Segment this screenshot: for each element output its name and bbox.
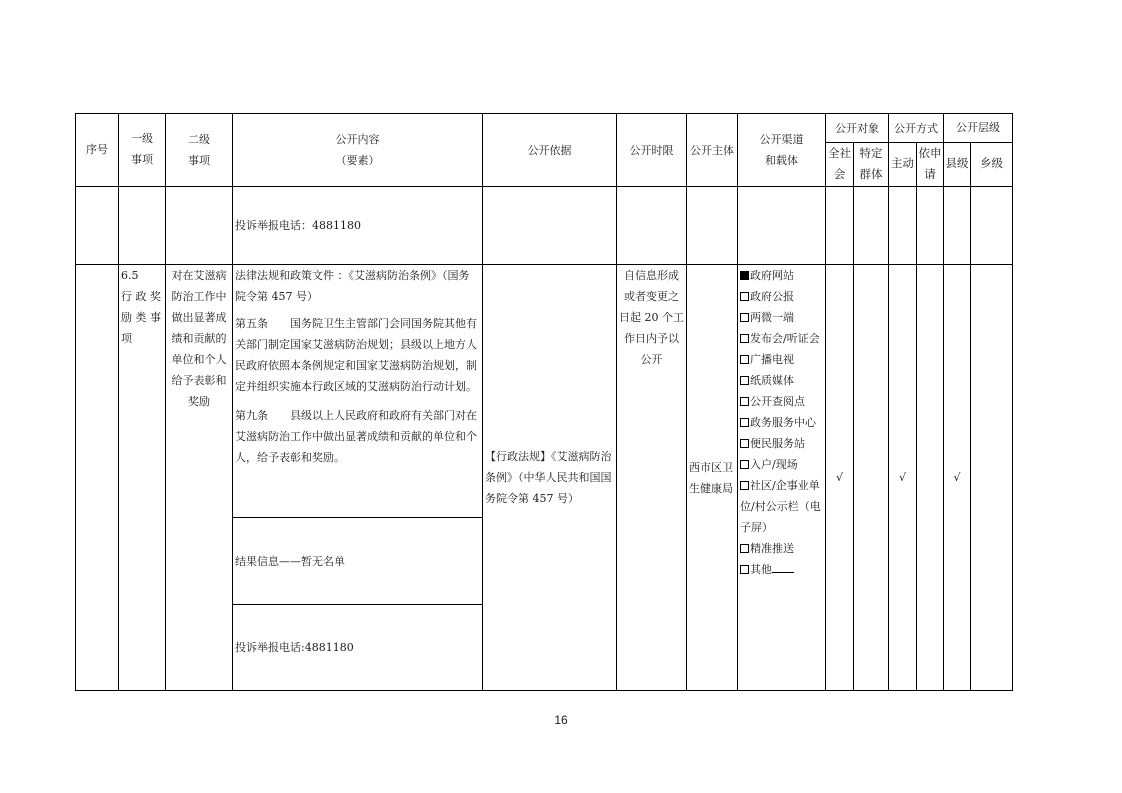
cont-method-active [889,187,917,265]
checkbox-icon [740,565,749,574]
channel-label: 发布会/听证会 [750,332,820,345]
header-method-apply: 依申请 [917,143,944,187]
header-target: 公开对象 [826,114,889,143]
channel-item [740,265,823,286]
checkbox-icon [740,313,749,322]
row-channels [738,265,826,691]
checkbox-icon [740,355,749,364]
cont-method-apply [917,187,944,265]
checkbox-icon [740,397,749,406]
channel-label: 政府公报 [750,290,794,303]
channel-item [740,412,823,433]
header-method-active: 主动 [889,143,917,187]
channel-item [740,307,823,328]
row-time-limit: 自信息形成或者变更之日起 20 个工作日内予以公开 [617,265,687,691]
header-time-limit: 公开时限 [617,114,687,187]
channel-item [740,349,823,370]
row-level2: 对在艾滋病防治工作中做出显著成绩和贡献的单位和个人给予表彰和奖励 [166,265,233,691]
checkbox-icon [740,460,749,469]
channel-label: 社区/企事业单位/村公示栏（电子屏） [740,479,821,534]
header-target-all: 全社会 [826,143,854,187]
checkbox-icon [740,439,749,448]
header-tier-county: 县级 [944,143,971,187]
page-number: 16 [554,713,568,727]
row-method-active: √ [889,265,917,691]
checkbox-icon [740,334,749,343]
row-subject: 西市区卫生健康局 [687,265,738,691]
content-para-1: 法律法规和政策文件 ：《艾滋病防治条例》（国务院令第 457 号） [235,269,470,303]
header-channel-sub: 和载体 [765,154,798,167]
row-seq: 6.5 [121,269,139,282]
header-seq: 序号 [76,114,119,187]
cont-target-all [826,187,854,265]
cont-time-limit [617,187,687,265]
cont-tier-county [944,187,971,265]
channel-label: 两微一端 [750,311,794,324]
header-tier: 公开层级 [944,114,1013,143]
header-channel-title: 公开渠道 [759,133,804,146]
row-tier-county: √ [944,265,971,691]
channel-item [740,538,823,559]
cont-tier-town [971,187,1013,265]
header-channel [738,114,826,187]
header-level1: 一级 事项 [119,114,166,187]
blank-underline [772,562,794,573]
cont-target-specific [854,187,889,265]
content-para-2: 第五条 国务院卫生主管部门会同国务院其他有关部门制定国家艾滋病防治规划；县级以上地方人民政府依照本条例规定和国家艾滋病防治规划，制定并组织实施本行政区域的艾滋病防治行动计划。 [235,317,477,393]
cont-basis [483,187,617,265]
channel-list [740,265,823,580]
row-content-law [233,265,483,518]
channel-label: 入户/现场 [750,458,798,471]
channel-item [740,328,823,349]
header-content-sub: （要素） [335,154,380,167]
cont-content: 投诉举报电话：4881180 [233,187,483,265]
row-tier-town [971,265,1013,691]
header-basis: 公开依据 [483,114,617,187]
cont-subject [687,187,738,265]
cont-level2 [166,187,233,265]
checkbox-icon [740,481,749,490]
channel-label: 政务服务中心 [750,416,816,429]
header-content-title: 公开内容 [335,133,380,146]
channel-label: 其他 [750,563,772,576]
channel-label: 政府网站 [750,269,794,282]
cont-level1 [119,187,166,265]
checkbox-icon [740,376,749,385]
checkbox-icon [740,418,749,427]
row-level1 [119,265,166,691]
channel-label: 便民服务站 [750,437,805,450]
header-tier-town: 乡级 [971,143,1013,187]
cont-seq [76,187,119,265]
checkbox-icon [740,292,749,301]
row-level1-text: 行 政 奖励 类 事 项 [121,290,161,345]
cont-channel [738,187,826,265]
disclosure-table [75,113,1013,691]
row-seq-cell [76,265,119,691]
row-content-result: 结果信息——暂无名单 [233,518,483,605]
checked-box-icon [740,271,749,280]
row-target-all: √ [826,265,854,691]
channel-item [740,433,823,454]
header-content [233,114,483,187]
channel-item [740,391,823,412]
row-method-apply [917,265,944,691]
header-subject: 公开主体 [687,114,738,187]
channel-item [740,286,823,307]
row-target-specific [854,265,889,691]
header-level2: 二级 事项 [166,114,233,187]
channel-label: 公开查阅点 [750,395,805,408]
row-basis: 【行政法规】《艾滋病防治条例》（中华人民共和国国务院令第 457 号） [483,265,617,691]
header-method: 公开方式 [889,114,944,143]
channel-label: 精准推送 [750,542,794,555]
channel-item [740,370,823,391]
channel-item [740,454,823,475]
content-para-3: 第九条 县级以上人民政府和政府有关部门对在艾滋病防治工作中做出显著成绩和贡献的单位和个人，给予表彰和奖励。 [235,409,477,464]
channel-item [740,475,823,538]
header-target-specific: 特定群体 [854,143,889,187]
channel-label: 广播电视 [750,353,794,366]
channel-label: 纸质媒体 [750,374,794,387]
row-content-phone: 投诉举报电话:4881180 [233,605,483,691]
checkbox-icon [740,544,749,553]
channel-item [740,559,823,580]
